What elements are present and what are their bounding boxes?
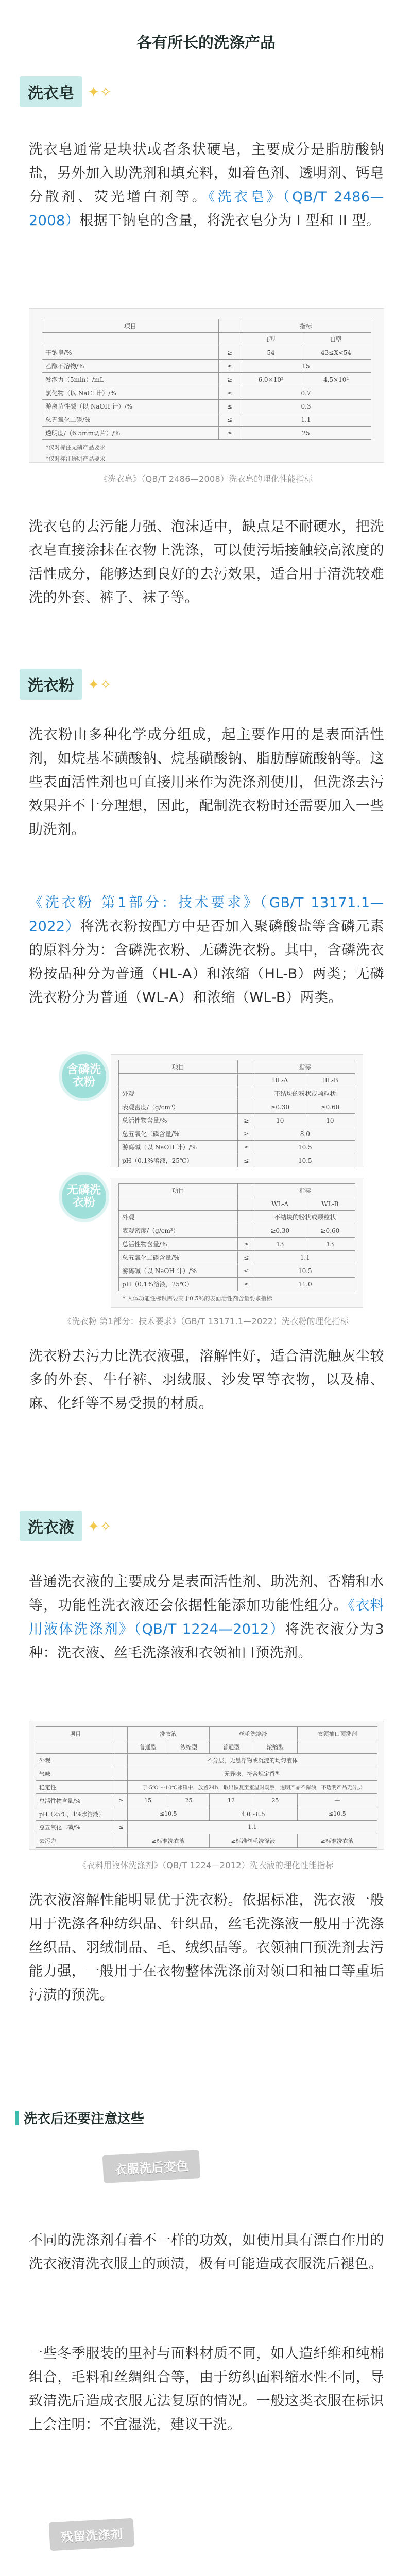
liquid-table-caption: 《衣料用液体洗涤剂》（QB/T 1224—2012）洗衣液的理化性能指标 — [78, 1860, 334, 1870]
powder-paragraph-3: 洗衣粉去污力比洗衣液强，溶解性好，适合清洗触灰尘较多的外套、牛仔裤、羽绒服、沙发罩等衣物，以及棉、麻、化纤等不易受损的材质。 — [29, 1348, 384, 1412]
table-row: 总活性物含量/% ≥ 13 13 — [119, 1238, 355, 1251]
table-row: 氯化物（以 NaCl 计）/% ≤ 0.7 — [42, 386, 371, 400]
liquid-standard-table-image — [29, 1721, 384, 1850]
table-row: 表观密度/（g/cm³） ≥0.30 ≥0.60 — [119, 1100, 355, 1114]
tip-1-text: 不同的洗涤剂有着不一样的功效，如使用具有漂白作用的洗衣液清洗衣服上的顽渍，极有可能造成衣服洗后褪色。 — [29, 2232, 384, 2272]
table-row: 乙醇不溶物/% ≤ 15 — [42, 360, 371, 373]
powder-table-2: 项目 指标 WL-A WL-B 外观 不结块的粉状或颗粒状 表观密度/（g/cm³） ≥0.30 ≥0.60 总活性物含量/% ≥ 13 13 总五氧化二磷含量/% ≤ 1.1 游离碱（以 NaOH 计）/% ≤ 10.5 pH（0.1%溶液，25℃） ≤ 11.0 — [118, 1183, 355, 1291]
powder-table-1: 项目 指标 HL-A HL-B 外观 不结块的粉状或颗粒状 表观密度/（g/cm³） ≥0.30 ≥0.60 总活性物含量/% ≥ 10 10 总五氧化二磷含量/% ≥ 8.0 游离碱（以 NaOH 计）/% ≤ 10.5 pH（0.1%溶液，25℃） ≤ 10.5 — [118, 1060, 355, 1167]
soap-paragraph-1: 洗衣皂通常是块状或者条状硬皂，主要成分是脂肪酸钠盐，另外加入助洗剂和填充料，如着色剂、透明剂、钙皂分散剂、荧光增白剂等。《洗衣皂》（QB/T 2486—2008）根据干钠皂的含量，将洗衣皂分为 I 型和 II 型。 — [29, 142, 384, 229]
table-row: 总五氧化二磷/% ≤ 1.1 — [42, 413, 371, 427]
table-row: 外观 不结块的粉状或颗粒状 — [119, 1211, 355, 1224]
soap-standard-table-image — [29, 308, 384, 463]
table-row: 游离碱（以 NaOH 计）/% ≤ 10.5 — [119, 1141, 355, 1154]
section-header-powder — [20, 669, 112, 700]
table-row: 游离苛性碱（以 NaOH 计）/% ≤ 0.3 — [42, 400, 371, 413]
section-header-soap — [20, 76, 112, 107]
soap-table-caption: 《洗衣皂》（QB/T 2486—2008）洗衣皂的理化性能指标 — [99, 474, 313, 484]
table-row: 总五氧化二磷含量/% ≤ 1.1 — [119, 1251, 355, 1264]
table-row: 总活性物含量/% ≥ 10 10 — [119, 1114, 355, 1127]
table-row: 气味 无异味，符合规定香型 — [36, 1767, 377, 1781]
sparkle-icon: ✦✧ — [88, 83, 112, 100]
table-row: 总活性物含量/% ≥ 15 25 12 25 — — [36, 1794, 377, 1807]
tips-heading: 洗衣后还要注意这些 — [15, 2108, 144, 2127]
section-label-soap: 洗衣皂 — [20, 76, 82, 107]
section-header-liquid — [20, 1511, 112, 1541]
table-row: 去污力 ≥标准洗衣液 ≥标准丝毛洗涤液 ≥标准洗衣液 — [36, 1834, 377, 1848]
table-note: *仅对标注透明产品要求 — [46, 455, 106, 462]
liquid-standard-table: 项目 洗衣液 丝毛洗涤液 衣领袖口预洗剂 普通型 浓缩型 普通型 浓缩型 外观 不分层，无悬浮物或沉淀的均匀液体 气味 无异味，符合规定香型 稳定性 于-5℃～-10℃冰箱中，放置24h，取出恢复至室温时观察，透明产品不浑浊，不透明产品无分层 总活性物含量/% ≥ 15 25 12 25 — pH（25℃，1%水溶液） ≤10.5 4.0～8.5 ≤10.5 总五氧化二磷/% ≤ 1.1 去污力 ≥标准洗衣液 ≥标准丝毛洗涤液 ≥标准洗衣液 — [36, 1726, 377, 1848]
table-note: * 人体功能性标识需要高于0.5％的表面活性剂含量要求指标 — [123, 1295, 272, 1302]
liquid-paragraph-1: 普通洗衣液的主要成分是表面活性剂、助洗剂、香精和水等，功能性洗衣液还会依据性能添加功能性组分。《衣料用液体洗涤剂》（QB/T 1224—2012）将洗衣液分为3种：洗衣液、丝毛洗涤液和衣领袖口预洗剂。 — [29, 1574, 385, 1661]
table-note: *仅对标注无磷产品要求 — [46, 444, 106, 451]
table-row: pH（0.1%溶液，25℃） ≤ 11.0 — [119, 1278, 355, 1291]
table-row: 游离碱（以 NaOH 计）/% ≤ 10.5 — [119, 1264, 355, 1278]
table-row: 总五氧化二磷/% ≤ 1.1 — [36, 1821, 377, 1834]
table-row: 外观 不结块的粉状或颗粒状 — [119, 1087, 355, 1100]
powder-paragraph-2: 《洗衣粉 第1部分：技术要求》（GB/T 13171.1—2022）将洗衣粉按配方中是否加入聚磷酸盐等含磷元素的原料分为：含磷洗衣粉、无磷洗衣粉。其中，含磷洗衣粉按品种分为普通（HL-A）和浓缩（HL-B）两类；无磷洗衣粉分为普通（WL-A）和浓缩（WL-B）两类。 — [29, 895, 384, 1006]
sparkle-icon: ✦✧ — [88, 675, 112, 693]
powder-paragraph-1: 洗衣粉由多种化学成分组成，起主要作用的是表面活性剂，如烷基苯磺酸钠、烷基磺酸钠、脂肪醇硫酸钠等。这些表面活性剂也可直接用来作为洗涤剂使用，但洗涤去污效果并不十分理想，因此，配制洗衣粉时还需要加入一些助洗剂。 — [29, 727, 384, 838]
accent-bar — [15, 2111, 19, 2125]
table-row: 透明度/（6.5mm切片）/% ≥ 25 — [42, 427, 371, 440]
tip-1-label: 衣服洗后变色 — [102, 2150, 201, 2183]
badge-non-phosphate-powder: 无磷洗衣粉 — [62, 1175, 106, 1219]
sparkle-icon: ✦✧ — [88, 1517, 112, 1535]
table-row: 总五氧化二磷含量/% ≥ 8.0 — [119, 1127, 355, 1141]
table-row: 表观密度/（g/cm³） ≥0.30 ≥0.60 — [119, 1224, 355, 1238]
badge-phosphate-powder: 含磷洗衣粉 — [62, 1054, 106, 1098]
tip-3-label-wrap — [49, 2520, 134, 2549]
table-row: 干钠皂/% ≥ 54 43≤X<54 — [42, 346, 371, 360]
page-title: 各有所长的洗涤产品 — [136, 34, 276, 52]
powder-table-2-image — [111, 1178, 363, 1308]
soap-paragraph-2: 洗衣皂的去污能力强、泡沫适中，缺点是不耐硬水，把洗衣皂直接涂抹在衣物上洗涤，可以使污垢接触较高浓度的活性成分，能够达到良好的去污效果，适合用于清洗较难洗的外套、裤子、袜子等。 — [29, 519, 384, 606]
powder-table-1-image — [111, 1054, 363, 1167]
table-row: 稳定性 于-5℃～-10℃冰箱中，放置24h，取出恢复至室温时观察，透明产品不浑浊，不透明产品无分层 — [36, 1781, 377, 1794]
section-label-powder: 洗衣粉 — [20, 669, 82, 700]
section-label-liquid: 洗衣液 — [20, 1511, 82, 1541]
tip-3-label: 残留洗涤剂 — [49, 2518, 135, 2551]
soap-standard-table: 项目 指标 I型 II型 干钠皂/% ≥ 54 43≤X<54 乙醇不溶物/% ≤ 15 发泡力（5min）/mL ≥ 6.0×10² 4.5×10² 氯化物（以 NaCl 计）/% ≤ 0.7 游离苛性碱（以 NaOH 计）/% ≤ 0.3 总五氧化二磷/% ≤ 1.1 透明度/（6.5mm切片）/% ≥ 25 — [42, 319, 371, 440]
tip-2-text: 一些冬季服装的里衬与面料材质不同，如人造纤维和纯棉组合，毛料和丝绸组合等，由于纺织面料缩水性不同，导致清洗后造成衣服无法复原的情况。一般这类衣服在标识上会注明：不宜湿洗，建议干洗。 — [29, 2346, 384, 2433]
tip-1-label-wrap — [103, 2153, 200, 2181]
table-row: pH（0.1%溶液，25℃） ≤ 10.5 — [119, 1154, 355, 1167]
table-row: 外观 不分层，无悬浮物或沉淀的均匀液体 — [36, 1754, 377, 1767]
powder-table-caption: 《洗衣粉 第1部分：技术要求》（GB/T 13171.1—2022）洗衣粉的理化指标 — [63, 1316, 349, 1326]
liquid-paragraph-2: 洗衣液溶解性能明显优于洗衣粉。依据标准，洗衣液一般用于洗涤各种纺织品、针织品，丝毛洗涤液一般用于洗涤丝织品、羽绒制品、毛、绒织品等。衣领袖口预洗剂去污能力强，一般用于在衣物整体洗涤前对领口和袖口等重垢污渍的预洗。 — [29, 1892, 384, 2003]
table-row: pH（25℃，1%水溶液） ≤10.5 4.0～8.5 ≤10.5 — [36, 1807, 377, 1821]
table-row: 发泡力（5min）/mL ≥ 6.0×10² 4.5×10² — [42, 373, 371, 386]
